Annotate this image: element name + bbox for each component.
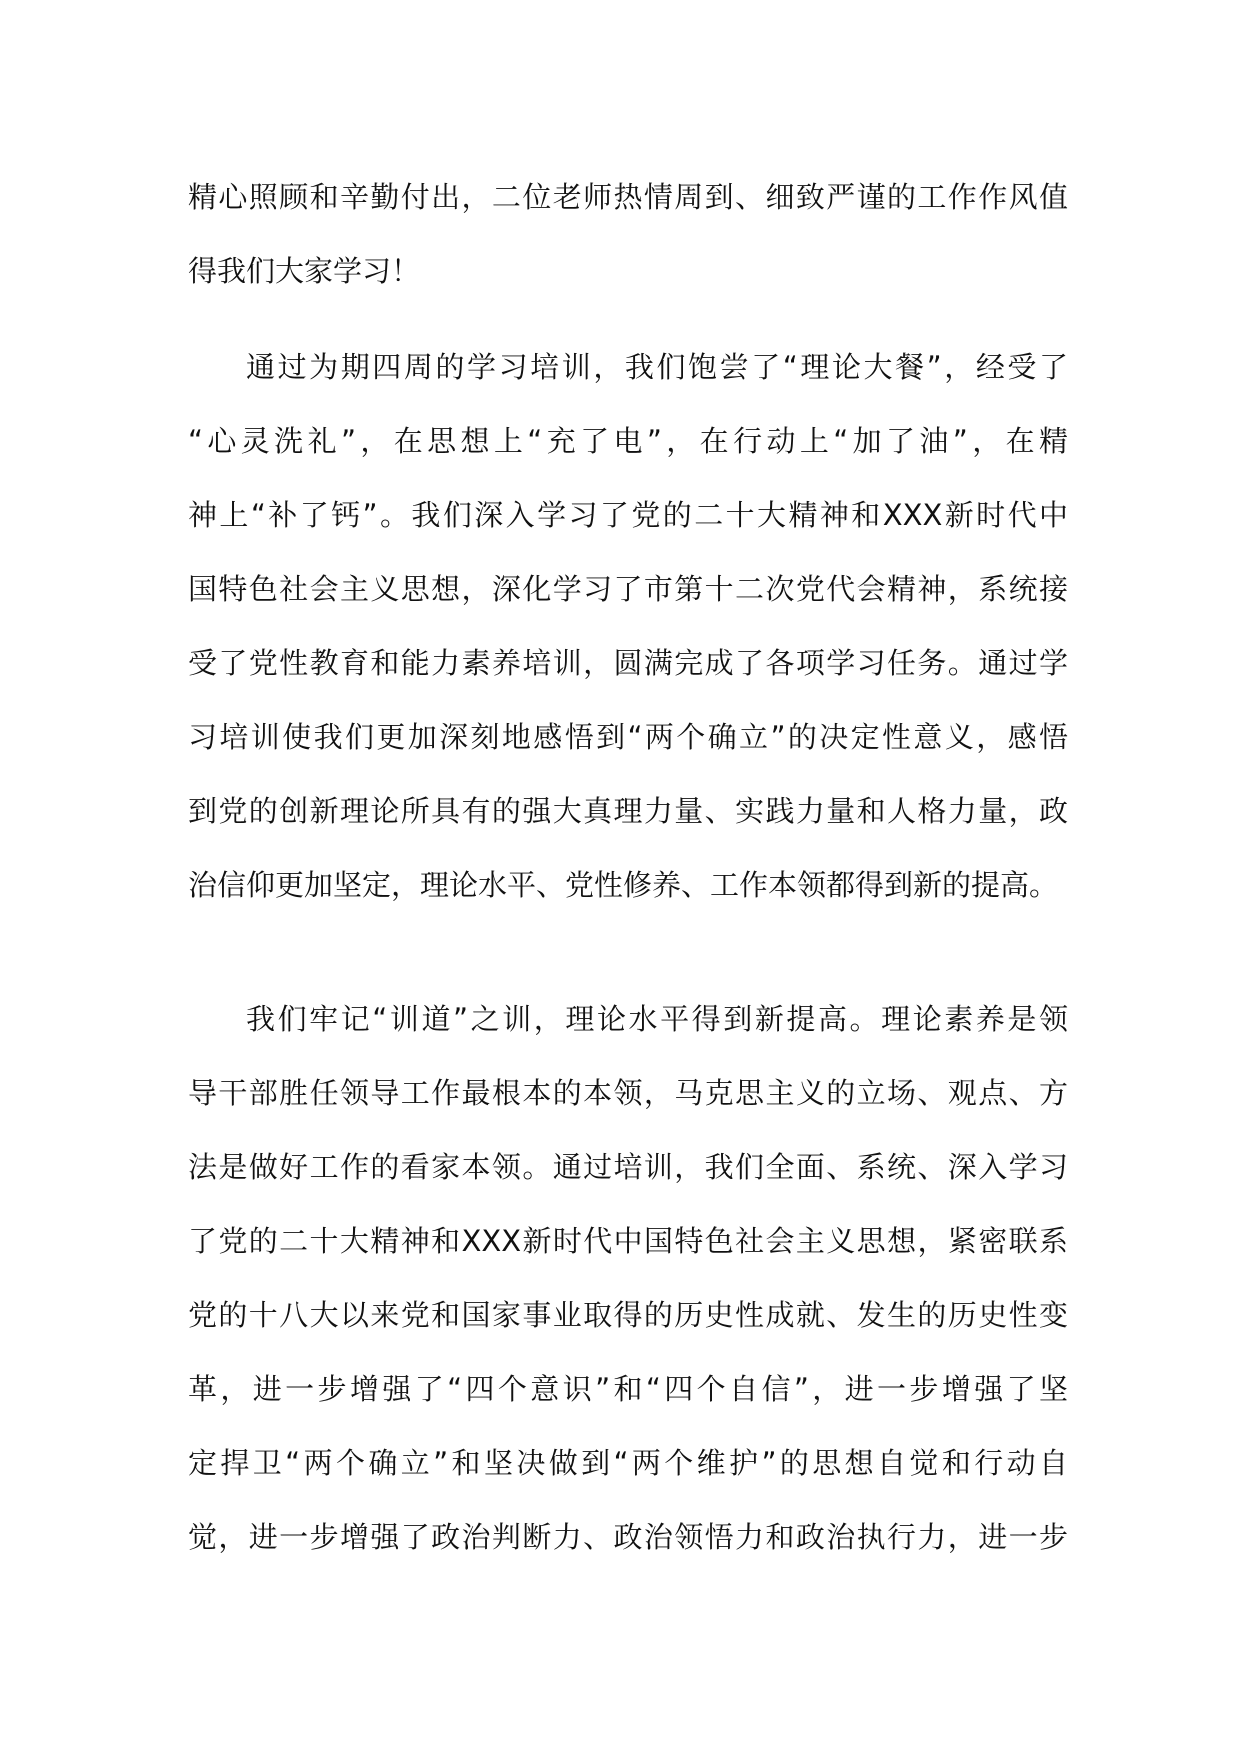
- paragraph-line: 党的十八大以来党和国家事业取得的历史性成就、发生的历史性变: [188, 1298, 1068, 1332]
- paragraph-line: 我们牢记“训道”之训，理论水平得到新提高。理论素养是领: [246, 1002, 1068, 1036]
- paragraph-line: 革，进一步增强了“四个意识”和“四个自信”，进一步增强了坚: [188, 1372, 1068, 1406]
- paragraph-continuation: [188, 160, 1068, 308]
- paragraph-line: 导干部胜任领导工作最根本的本领，马克思主义的立场、观点、方: [188, 1076, 1068, 1110]
- paragraph-line: 得我们大家学习！: [188, 254, 421, 288]
- paragraph-line: 受了党性教育和能力素养培训，圆满完成了各项学习任务。通过学: [188, 646, 1068, 680]
- paragraph-line: 神上“补了钙”。我们深入学习了党的二十大精神和XXX新时代中: [188, 498, 1068, 532]
- paragraph-line: 定捍卫“两个确立”和坚决做到“两个维护”的思想自觉和行动自: [188, 1446, 1068, 1480]
- paragraph-line: 精心照顾和辛勤付出，二位老师热情周到、细致严谨的工作作风值: [188, 180, 1068, 214]
- paragraph-line: 治信仰更加坚定，理论水平、党性修养、工作本领都得到新的提高。: [188, 868, 1059, 902]
- paragraph-line: 法是做好工作的看家本领。通过培训，我们全面、系统、深入学习: [188, 1150, 1068, 1184]
- paragraph-theory-level: [188, 982, 1068, 1574]
- paragraph-line: 觉，进一步增强了政治判断力、政治领悟力和政治执行力，进一步: [188, 1520, 1068, 1554]
- paragraph-training-summary: [188, 330, 1068, 922]
- paragraph-line: 国特色社会主义思想，深化学习了市第十二次党代会精神，系统接: [188, 572, 1068, 606]
- paragraph-line: 通过为期四周的学习培训，我们饱尝了“理论大餐”，经受了: [246, 350, 1068, 384]
- paragraph-line: 到党的创新理论所具有的强大真理力量、实践力量和人格力量，政: [188, 794, 1068, 828]
- paragraph-line: “心灵洗礼”，在思想上“充了电”，在行动上“加了油”，在精: [188, 424, 1068, 458]
- paragraph-line: 习培训使我们更加深刻地感悟到“两个确立”的决定性意义，感悟: [188, 720, 1068, 754]
- paragraph-line: 了党的二十大精神和XXX新时代中国特色社会主义思想，紧密联系: [188, 1224, 1068, 1258]
